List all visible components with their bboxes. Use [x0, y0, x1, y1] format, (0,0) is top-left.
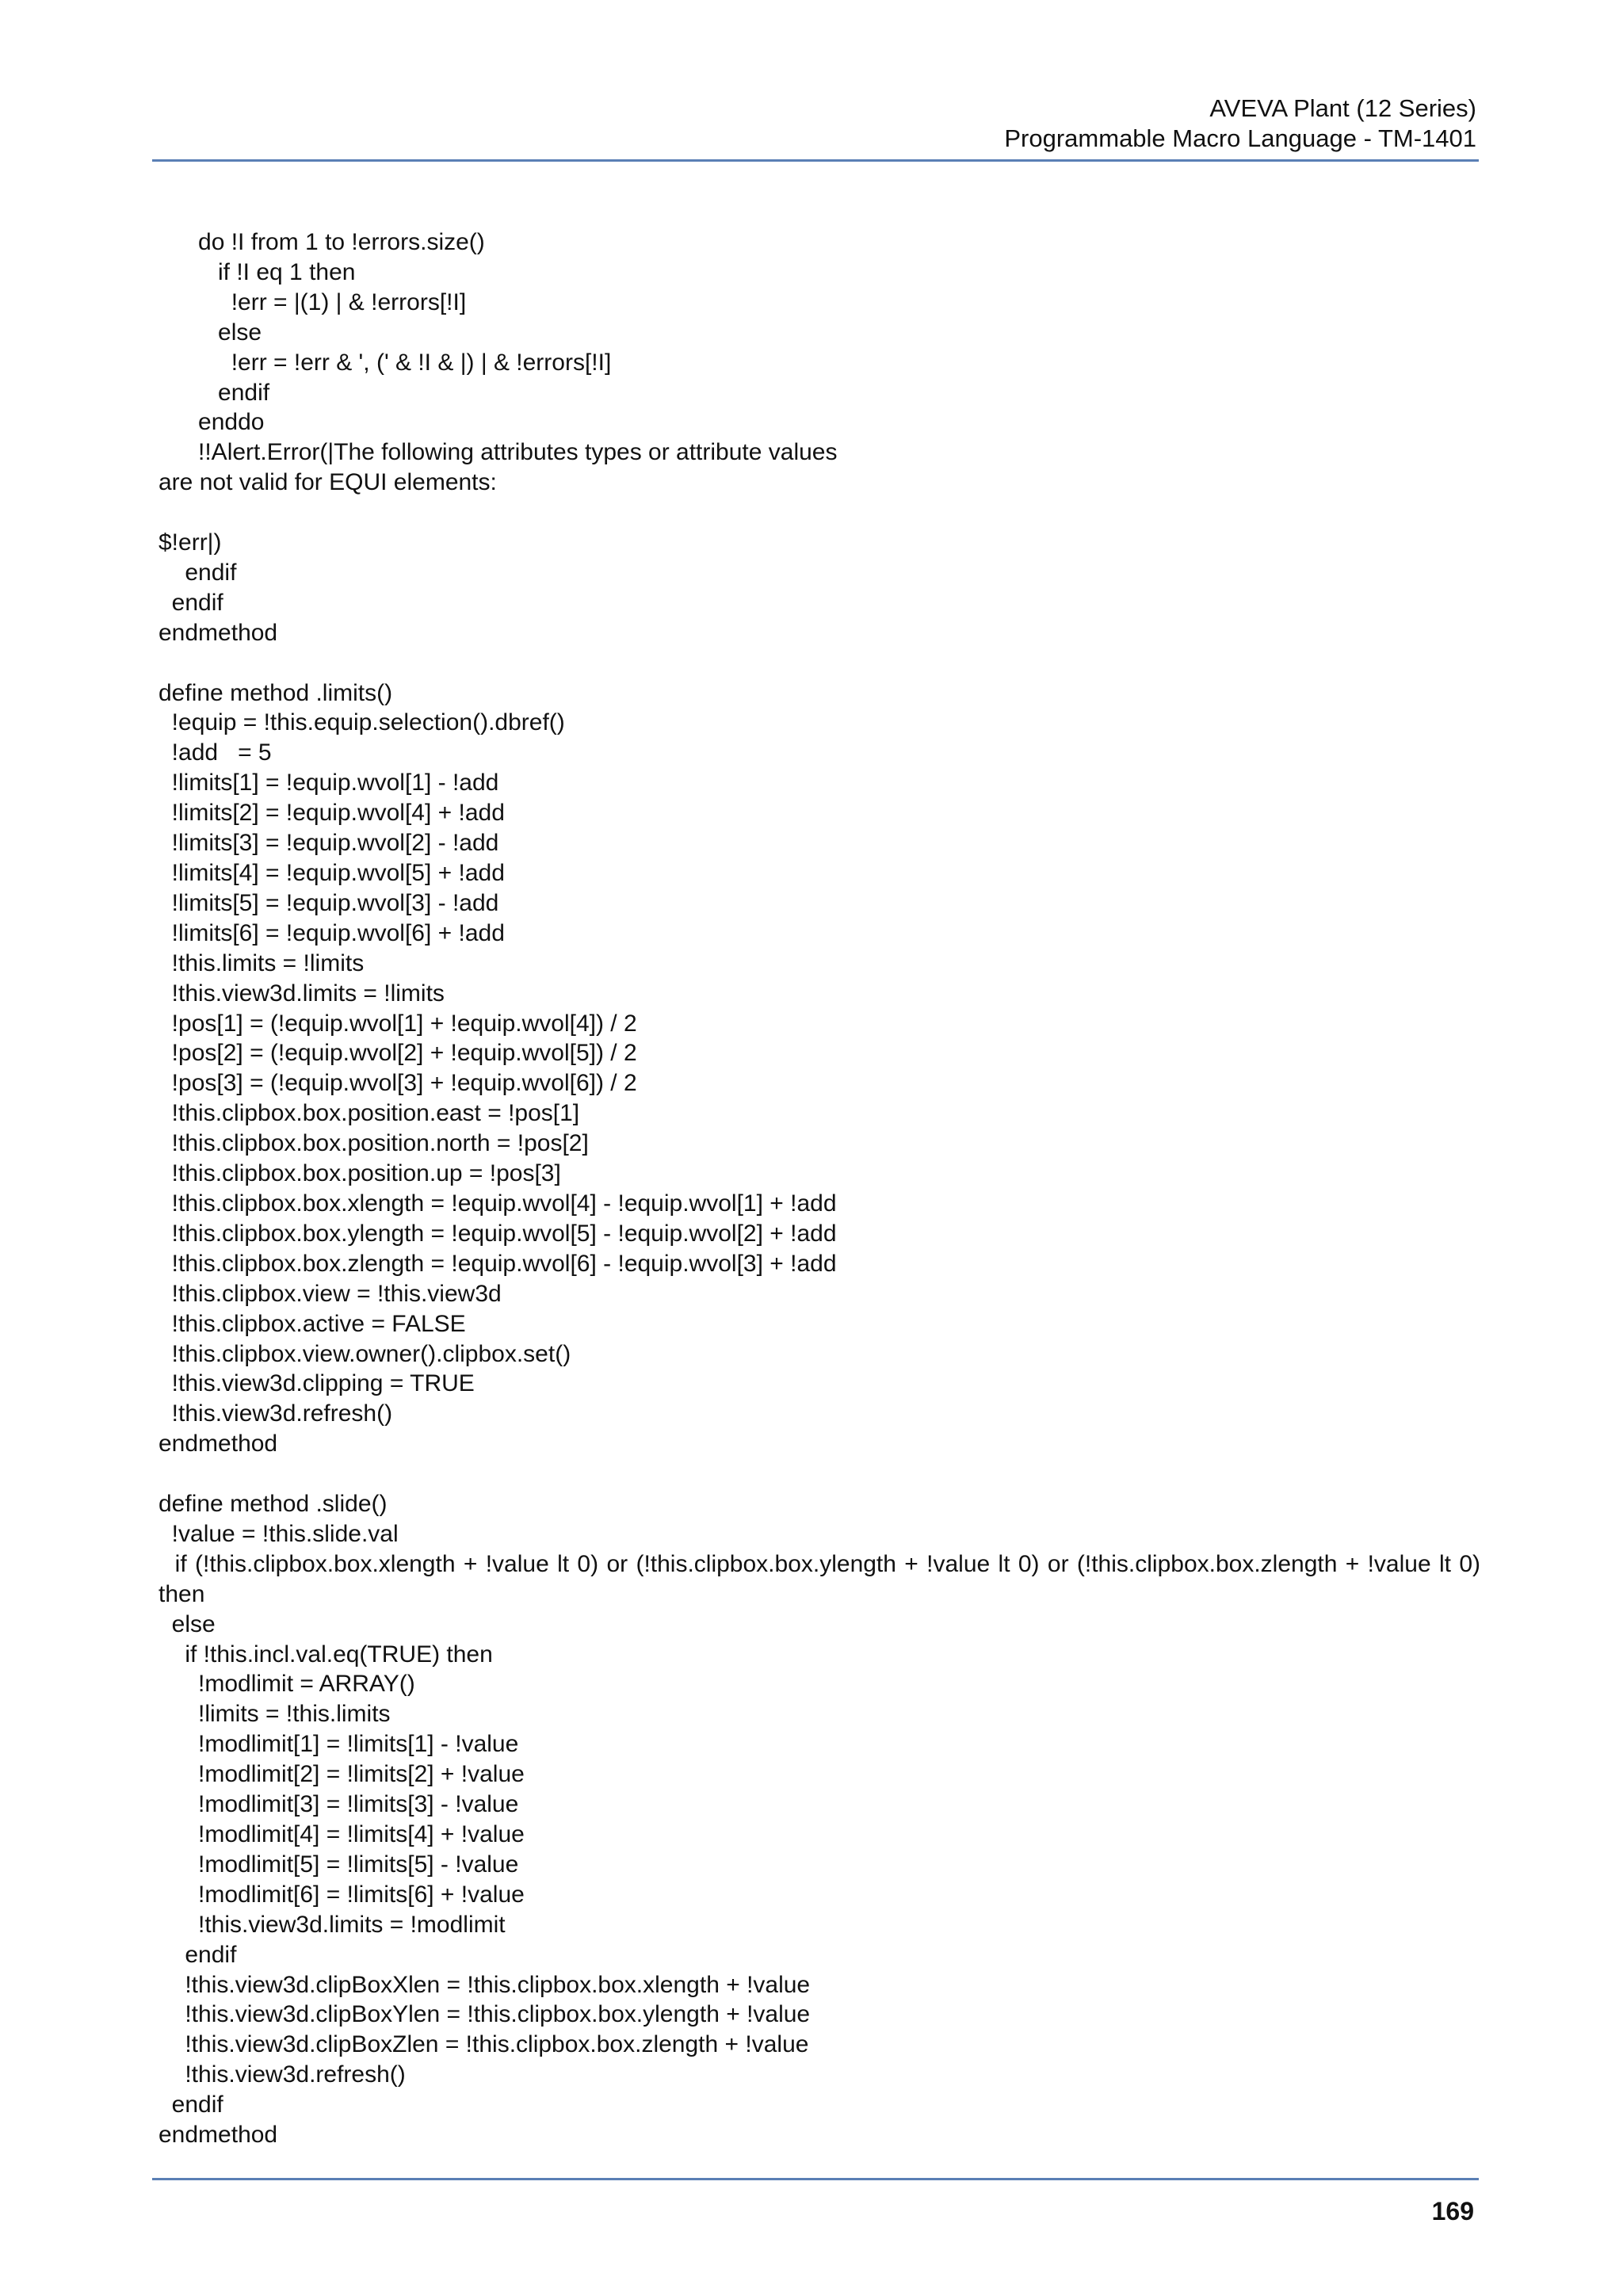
code-line: !pos[1] = (!equip.wvol[1] + !equip.wvol[4]) / 2 [158, 1010, 637, 1037]
code-line: !modlimit[2] = !limits[2] + !value [158, 1761, 525, 1788]
code-line: !limits[2] = !equip.wvol[4] + !add [158, 800, 505, 827]
code-line: !this.view3d.refresh() [158, 2061, 406, 2088]
code-line: !err = !err & ', (' & !I & |) | & !errors[!I] [158, 349, 612, 376]
code-line: !!Alert.Error(|The following attributes types or attribute values [158, 439, 838, 466]
code-line [158, 1459, 1480, 1489]
code-line [158, 648, 1480, 678]
code-line: !this.view3d.limits = !limits [158, 980, 445, 1007]
code-line: endmethod [158, 619, 278, 646]
code-line: !pos[3] = (!equip.wvol[3] + !equip.wvol[6]) / 2 [158, 1070, 637, 1097]
code-line: endif [158, 559, 237, 586]
code-line: if (!this.clipbox.box.xlength + !value lt 0) or (!this.clipbox.box.ylength + !value lt 0) or (!this.clipbox.box.zlength + !value lt 0) then [158, 1550, 1487, 1607]
code-line: !limits[4] = !equip.wvol[5] + !add [158, 860, 505, 886]
code-line: !this.view3d.clipBoxYlen = !this.clipbox.box.ylength + !value [158, 2001, 811, 2028]
code-line: !pos[2] = (!equip.wvol[2] + !equip.wvol[5]) / 2 [158, 1040, 637, 1067]
header-document-title: Programmable Macro Language - TM-1401 [1004, 124, 1476, 152]
code-line: if !this.incl.val.eq(TRUE) then [158, 1641, 493, 1668]
code-line: !this.view3d.limits = !modlimit [158, 1911, 506, 1938]
code-line: endmethod [158, 2122, 278, 2149]
code-line: !this.clipbox.box.zlength = !equip.wvol[6] - !equip.wvol[3] + !add [158, 1250, 837, 1277]
code-line: !this.view3d.clipBoxZlen = !this.clipbox.box.zlength + !value [158, 2031, 809, 2058]
code-line: !this.clipbox.box.xlength = !equip.wvol[4] - !equip.wvol[1] + !add [158, 1190, 837, 1217]
code-line: !this.clipbox.view.owner().clipbox.set() [158, 1340, 571, 1367]
code-line: !limits[6] = !equip.wvol[6] + !add [158, 919, 505, 946]
code-line: !modlimit[5] = !limits[5] - !value [158, 1851, 519, 1878]
header-divider [152, 159, 1479, 162]
code-line: !value = !this.slide.val [158, 1520, 399, 1547]
code-line: endif [158, 1941, 237, 1968]
code-line: !this.clipbox.view = !this.view3d [158, 1280, 502, 1307]
footer-divider [152, 2178, 1479, 2180]
code-line: if !I eq 1 then [158, 258, 356, 285]
code-line: else [158, 319, 262, 346]
code-line: !this.view3d.clipBoxXlen = !this.clipbox.box.xlength + !value [158, 1971, 811, 1998]
code-line: endif [158, 2092, 223, 2118]
code-line: !this.clipbox.box.position.north = !pos[2] [158, 1130, 589, 1157]
code-line: !equip = !this.equip.selection().dbref() [158, 709, 565, 736]
code-line: !modlimit[4] = !limits[4] + !value [158, 1820, 525, 1847]
code-line [158, 498, 1480, 528]
code-line: !limits[3] = !equip.wvol[2] - !add [158, 830, 499, 857]
code-line: define method .limits() [158, 679, 393, 706]
code-line: !modlimit[6] = !limits[6] + !value [158, 1881, 525, 1908]
code-line: !this.limits = !limits [158, 949, 365, 976]
page-header [1004, 94, 1476, 154]
code-line: do !I from 1 to !errors.size() [158, 229, 485, 255]
code-line: endmethod [158, 1431, 278, 1457]
code-line: !this.clipbox.active = FALSE [158, 1310, 466, 1337]
code-line: !this.view3d.refresh() [158, 1400, 393, 1427]
code-line: !this.clipbox.box.position.east = !pos[1] [158, 1100, 580, 1127]
code-line: !limits[1] = !equip.wvol[1] - !add [158, 770, 499, 797]
code-line: are not valid for EQUI elements: [158, 469, 497, 496]
code-line: endif [158, 589, 223, 616]
code-line: !limits[5] = !equip.wvol[3] - !add [158, 889, 499, 916]
code-line: !this.clipbox.box.ylength = !equip.wvol[5] - !equip.wvol[2] + !add [158, 1220, 837, 1247]
page-number: 169 [1431, 2197, 1474, 2225]
code-line: endif [158, 379, 270, 406]
code-line: enddo [158, 409, 265, 436]
code-listing [158, 227, 1487, 2150]
code-line: !modlimit[3] = !limits[3] - !value [158, 1791, 519, 1818]
code-line: else [158, 1610, 216, 1637]
code-line: !add = 5 [158, 739, 272, 766]
code-line: define method .slide() [158, 1491, 388, 1518]
code-line: !this.clipbox.box.position.up = !pos[3] [158, 1160, 561, 1187]
code-line: !modlimit[1] = !limits[1] - !value [158, 1731, 519, 1758]
code-line: !err = |(1) | & !errors[!I] [158, 288, 467, 315]
code-line: !this.view3d.clipping = TRUE [158, 1370, 475, 1397]
code-line: $!err|) [158, 529, 222, 556]
code-line: !limits = !this.limits [158, 1701, 391, 1728]
header-product-title: AVEVA Plant (12 Series) [1209, 94, 1476, 122]
code-line: !modlimit = ARRAY() [158, 1671, 415, 1698]
